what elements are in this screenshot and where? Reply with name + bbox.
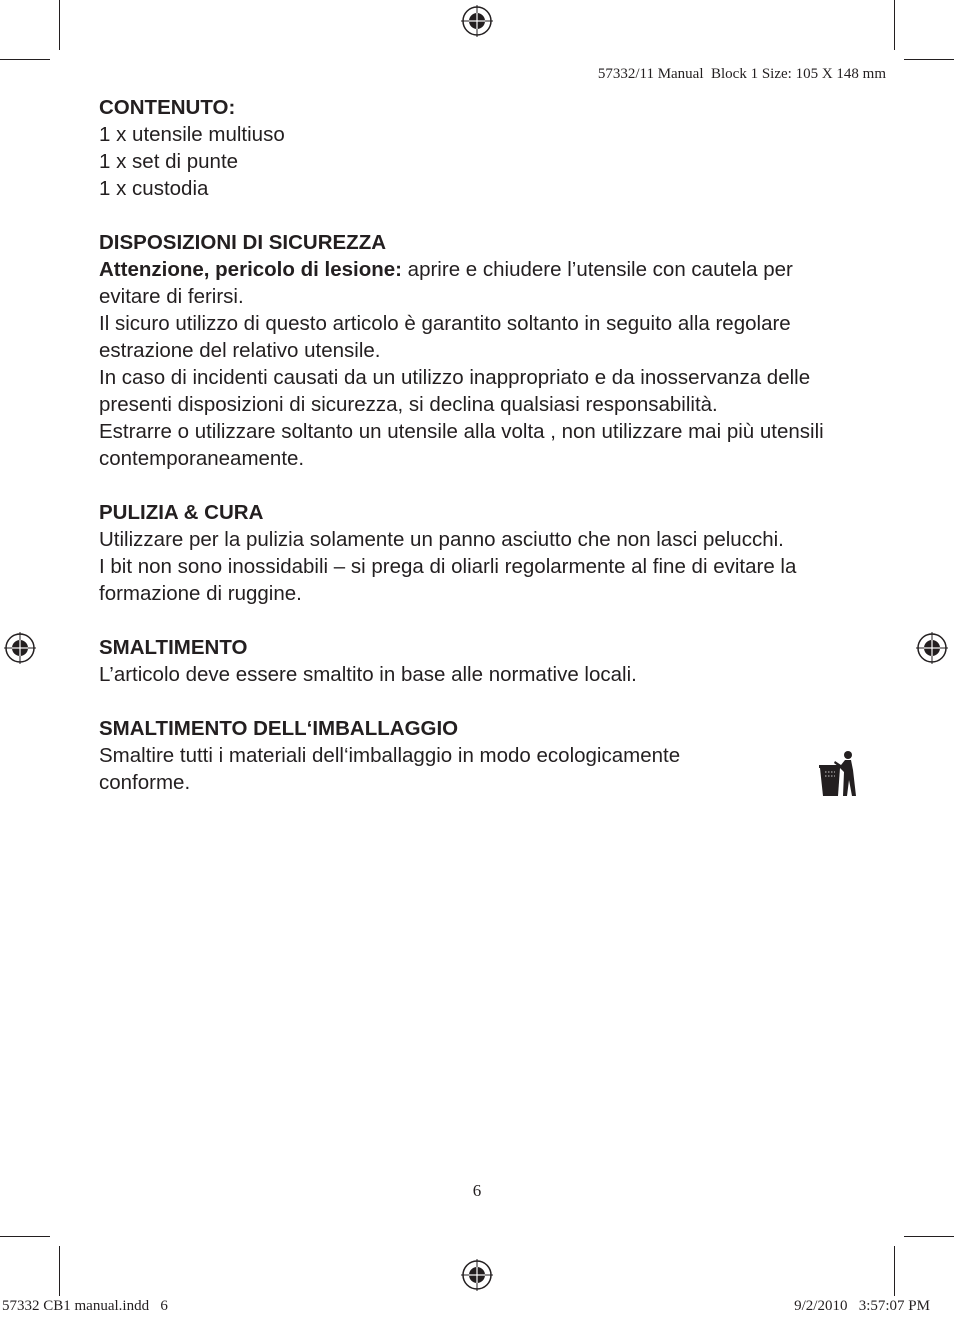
- print-slug-file: 57332 CB1 manual.indd 6: [2, 1298, 168, 1314]
- tidyman-bin-icon: [818, 750, 858, 798]
- paragraph: Il sicuro utilizzo di questo articolo è garantito soltanto in seguito alla regolare estrazione del relativo utensile.: [99, 312, 791, 362]
- crop-mark-top-left-h: [0, 59, 50, 60]
- registration-mark-icon: [460, 1258, 494, 1292]
- registration-mark-icon: [3, 631, 37, 665]
- paragraph: I bit non sono inossidabili – si prega di oliarli regolarmente al fine di evitare la formazione di ruggine.: [99, 555, 797, 605]
- paragraph: L’articolo deve essere smaltito in base alle normative locali.: [99, 663, 637, 686]
- paragraph: Smaltire tutti i materiali dell‘imballaggio in modo ecologicamente conforme.: [99, 744, 681, 794]
- crop-mark-top-right-h: [904, 59, 954, 60]
- warning-lead: Attenzione, pericolo di lesione:: [99, 258, 402, 281]
- manual-content: [99, 94, 859, 823]
- paragraph: Utilizzare per la pulizia solamente un panno asciutto che non lasci pelucchi.: [99, 528, 784, 551]
- section-heading: CONTENUTO:: [99, 96, 236, 119]
- registration-mark-icon: [915, 631, 949, 665]
- crop-mark-bottom-left-h: [0, 1236, 50, 1237]
- crop-mark-bottom-left-v: [59, 1246, 60, 1296]
- section-heading: DISPOSIZIONI DI SICUREZZA: [99, 231, 387, 254]
- section-contenuto: [99, 94, 859, 202]
- section-smaltimento: [99, 634, 859, 688]
- warning-text: aprire e chiudere l’utensile con cautela per evitare di ferirsi.: [99, 258, 793, 308]
- section-heading: PULIZIA & CURA: [99, 501, 264, 524]
- list-item: 1 x custodia: [99, 177, 209, 200]
- registration-mark-icon: [460, 4, 494, 38]
- section-imballaggio: [99, 715, 859, 796]
- list-item: 1 x utensile multiuso: [99, 123, 285, 146]
- section-sicurezza: [99, 229, 859, 472]
- paragraph: In caso di incidenti causati da un utilizzo inappropriato e da inosservanza delle presenti disposizioni di sicurezza, si declina qualsiasi responsabilità.: [99, 366, 811, 416]
- crop-mark-top-left-v: [59, 0, 60, 50]
- crop-mark-bottom-right-h: [904, 1236, 954, 1237]
- crop-mark-top-right-v: [894, 0, 895, 50]
- page-number: 6: [472, 1181, 482, 1200]
- list-item: 1 x set di punte: [99, 150, 239, 173]
- print-slug-top: 57332/11 Manual Block 1 Size: 105 X 148 mm: [597, 66, 886, 82]
- section-pulizia: [99, 499, 859, 607]
- print-slug-date: 9/2/2010 3:57:07 PM: [794, 1298, 930, 1314]
- section-heading: SMALTIMENTO: [99, 636, 248, 659]
- warning-paragraph: [99, 256, 859, 310]
- crop-mark-bottom-right-v: [894, 1246, 895, 1296]
- section-heading: SMALTIMENTO DELL‘IMBALLAGGIO: [99, 717, 459, 740]
- paragraph: Estrarre o utilizzare soltanto un utensile alla volta , non utilizzare mai più utensili contemporaneamente.: [99, 420, 824, 470]
